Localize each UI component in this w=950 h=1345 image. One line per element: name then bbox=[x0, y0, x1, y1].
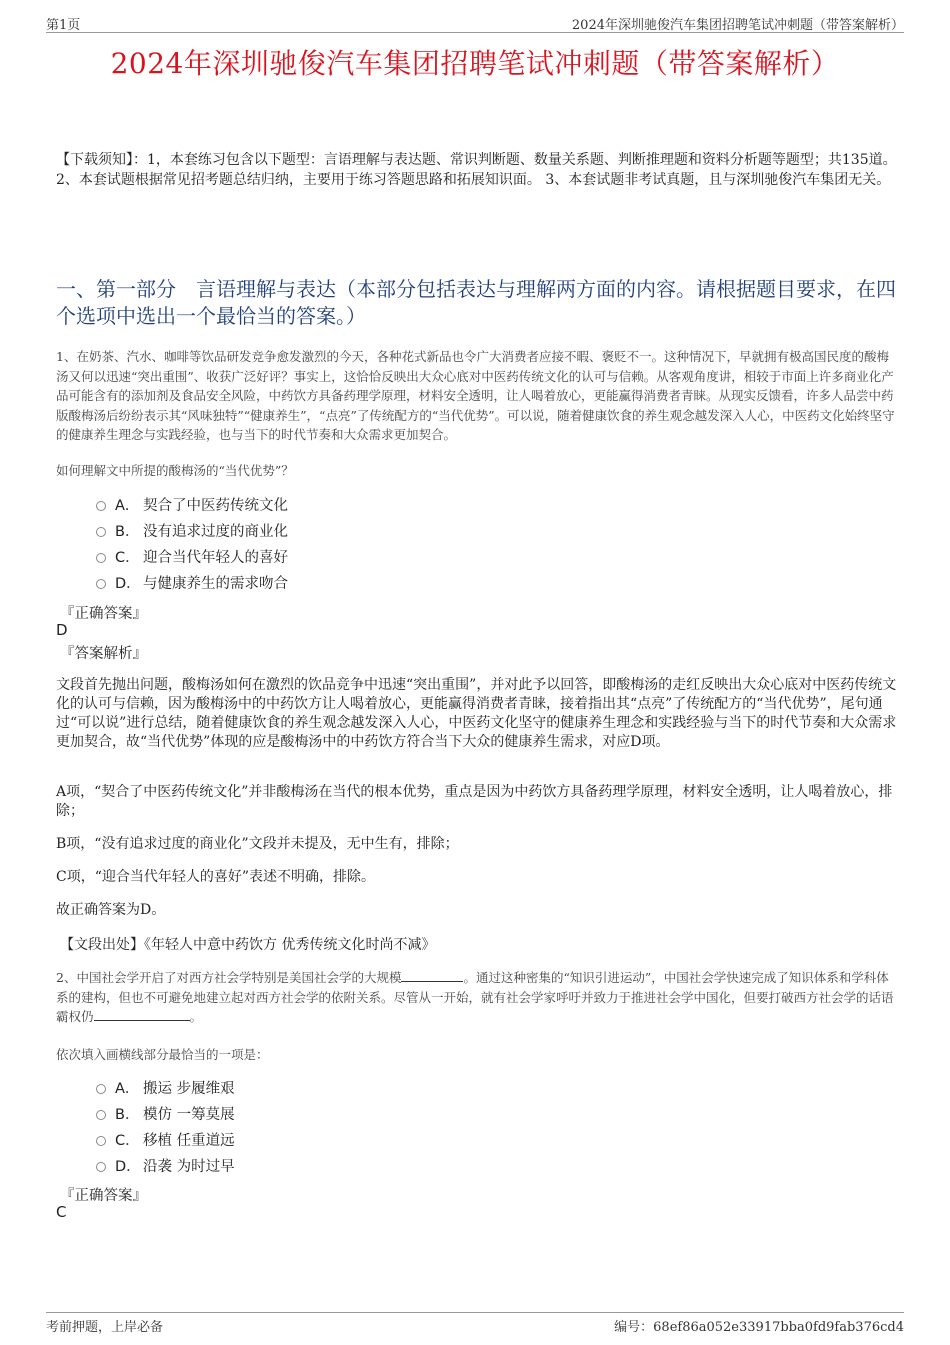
question-2-ask: 依次填入画横线部分最恰当的一项是： bbox=[56, 1047, 269, 1062]
option-d[interactable]: D． 与健康养生的需求吻合 bbox=[96, 571, 288, 597]
answer-label: 『正确答案』 bbox=[60, 606, 147, 622]
radio-icon[interactable] bbox=[96, 1110, 106, 1120]
radio-icon[interactable] bbox=[96, 1084, 106, 1094]
page-number: 第1页 bbox=[46, 18, 81, 33]
analysis-label: 『答案解析』 bbox=[60, 646, 147, 662]
page-footer bbox=[46, 1312, 904, 1336]
option-b[interactable]: B． 模仿 一筹莫展 bbox=[96, 1102, 235, 1128]
text-source: 【文段出处】《年轻人中意中药饮方 优秀传统文化时尚不减》 bbox=[60, 937, 436, 953]
option-a[interactable]: A． 契合了中医药传统文化 bbox=[96, 493, 288, 519]
analysis-paragraph: 文段首先抛出问题，酸梅汤如何在激烈的饮品竞争中迅速“突出重围”，并对此予以回答，即酸梅汤的走红反映出大众心底对中医药传统文化的认可与信赖，因为酸梅汤中的中药饮方让人喝着放心，更能赢得消费者青睐，接着指出其“点亮”了传统配方的“当代优势”，尾句通过“可以说”进行总结，随着健康饮食的养生观念越发深入人心，中医药文化坚守的健康养生理念和实践经验与当下的时代节奏和大众需求更加契合，故“当代优势”体现的应是酸梅汤中的中药饮方符合当下大众的健康养生需求，对应D项。 bbox=[56, 677, 897, 750]
answer-label: 『正确答案』 bbox=[60, 1188, 147, 1204]
option-c[interactable]: C． 移植 任重道远 bbox=[96, 1128, 235, 1154]
radio-icon[interactable] bbox=[96, 553, 106, 563]
radio-icon[interactable] bbox=[96, 1162, 106, 1172]
analysis-paragraph: 故正确答案为D。 bbox=[56, 902, 166, 918]
radio-icon[interactable] bbox=[96, 527, 106, 537]
question-1-options bbox=[96, 493, 288, 597]
footer-slogan: 考前押题，上岸必备 bbox=[46, 1320, 164, 1335]
option-b[interactable]: B． 没有追求过度的商业化 bbox=[96, 519, 288, 545]
fill-blank-1[interactable] bbox=[401, 968, 463, 982]
analysis-paragraph: B项，“没有追求过度的商业化”文段并未提及，无中生有，排除； bbox=[56, 836, 459, 852]
download-notice: 【下载须知】：1，本套练习包含以下题型：言语理解与表达题、常识判断题、数量关系题、判断推理题和资料分析题等题型；共135道。 2、本套试题根据常见招考题总结归纳，主要用于练习答题思路和拓展知识面。 3、本套试题非考试真题，且与深圳驰俊汽车集团无关。 bbox=[56, 152, 897, 188]
header-doc-title: 2024年深圳驰俊汽车集团招聘笔试冲刺题（带答案解析） bbox=[571, 18, 904, 33]
page-title: 2024年深圳驰俊汽车集团招聘笔试冲刺题（带答案解析） bbox=[110, 47, 840, 80]
radio-icon[interactable] bbox=[96, 1136, 106, 1146]
question-1-stem: 1、在奶茶、汽水、咖啡等饮品研发竞争愈发激烈的今天，各种花式新品也令广大消费者应接不暇、褒贬不一。这种情况下，早就拥有极高国民度的酸梅汤又何以迅速“突出重围”、收获广泛好评？事实上，这恰恰反映出大众心底对中医药传统文化的认可与信赖。从客观角度讲，相较于市面上许多商业化产品可能含有的添加剂及食品安全风险，中药饮方具备药理学原理，材料安全透明，让人喝着放心，更能赢得消费者青睐。从现实反馈看，许多人品尝中药版酸梅汤后纷纷表示其“风味独特”“健康养生”，“点亮”了传统配方的“当代优势”。可以说，随着健康饮食的养生观念越发深入人心，中医药文化始终坚守的健康养生理念与实践经验，也与当下的时代节奏和大众需求更加契合。 bbox=[56, 349, 895, 442]
option-c[interactable]: C． 迎合当代年轻人的喜好 bbox=[96, 545, 288, 571]
radio-icon[interactable] bbox=[96, 501, 106, 511]
answer-value: D bbox=[56, 621, 68, 639]
radio-icon[interactable] bbox=[96, 579, 106, 589]
option-a[interactable]: A． 搬运 步履维艰 bbox=[96, 1076, 235, 1102]
question-2-options bbox=[96, 1076, 235, 1180]
answer-value: C bbox=[56, 1203, 67, 1221]
option-d[interactable]: D． 沿袭 为时过早 bbox=[96, 1154, 235, 1180]
page-header bbox=[46, 14, 904, 33]
analysis-paragraph: C项，“迎合当代年轻人的喜好”表述不明确，排除。 bbox=[56, 869, 376, 885]
analysis-paragraph: A项，“契合了中医药传统文化”并非酸梅汤在当代的根本优势，重点是因为中药饮方具备药理学原理，材料安全透明，让人喝着放心，排除； bbox=[56, 784, 893, 819]
question-2-stem: 2、中国社会学开启了对西方社会学特别是美国社会学的大规模 。通过这种密集的“知识引进运动”，中国社会学快速完成了知识体系和学科体系的建构，但也不可避免地建立起对西方社会学的依附关系。尽管从一开始，就有社会学家呼吁并致力于推进社会学中国化，但要打破西方社会学的话语霸权仍 。 bbox=[56, 970, 894, 1024]
question-1-ask: 如何理解文中所提的酸梅汤的“当代优势”？ bbox=[56, 463, 294, 478]
document-id: 编号：68ef86a052e33917bba0fd9fab376cd4 bbox=[614, 1320, 904, 1335]
fill-blank-2[interactable] bbox=[94, 1007, 190, 1021]
section-heading: 一、第一部分 言语理解与表达（本部分包括表达与理解两方面的内容。请根据题目要求，在四个选项中选出一个最恰当的答案。） bbox=[56, 277, 896, 328]
